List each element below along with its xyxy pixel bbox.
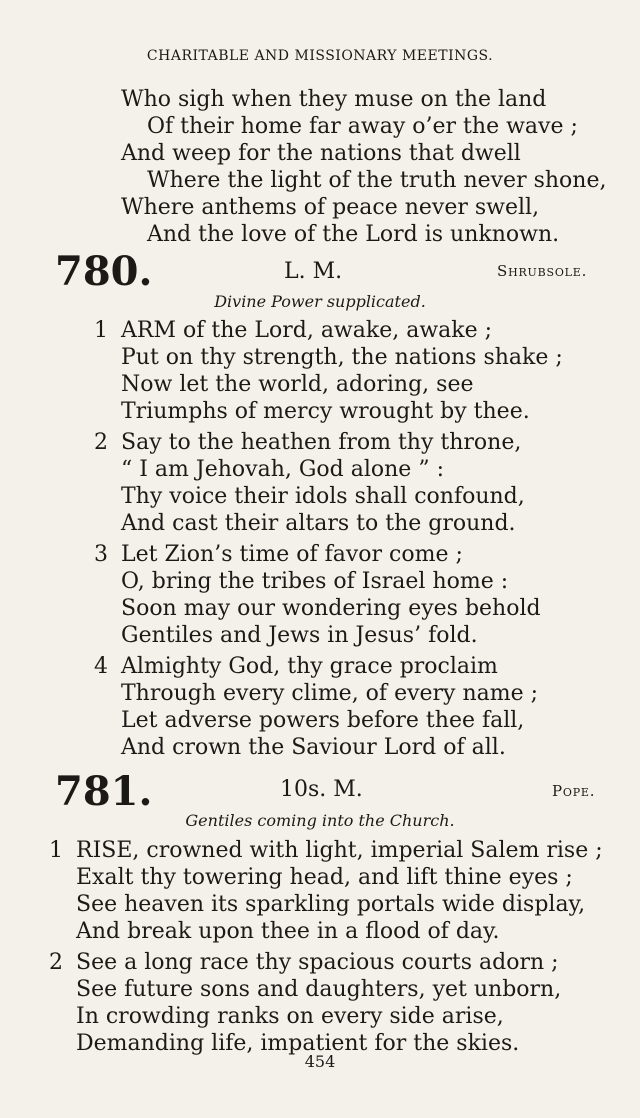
verse-line: “ I am Jehovah, God alone ” :: [121, 457, 444, 482]
running-header: CHARITABLE AND MISSIONARY MEETINGS.: [146, 48, 494, 64]
hymn-composer: Shrubsole.: [497, 262, 588, 280]
verse-line: Soon may our wondering eyes behold: [121, 596, 541, 621]
verse-line: Triumphs of mercy wrought by thee.: [121, 399, 530, 424]
verse-line: O, bring the tribes of Israel home :: [121, 569, 509, 594]
verse-line: Gentiles and Jews in Jesus’ fold.: [121, 623, 478, 648]
verse-line: Where anthems of peace never swell,: [121, 195, 540, 220]
stanza-number: 3: [94, 542, 108, 567]
verse-line: Demanding life, impatient for the skies.: [76, 1031, 520, 1056]
hymn-number: 781.: [55, 768, 153, 815]
verse-line: And weep for the nations that dwell: [121, 141, 521, 166]
stanza-number: 1: [49, 838, 63, 863]
verse-line: And break upon thee in a flood of day.: [76, 919, 500, 944]
verse-line: Almighty God, thy grace proclaim: [121, 654, 498, 679]
stanza-number: 2: [94, 430, 108, 455]
verse-line: And cast their altars to the ground.: [121, 511, 516, 536]
verse-line: Where the light of the truth never shone,: [147, 168, 607, 193]
verse-line: Of their home far away o’er the wave ;: [147, 114, 578, 139]
stanza-number: 1: [94, 318, 108, 343]
verse-line: And crown the Saviour Lord of all.: [121, 735, 506, 760]
verse-line: And the love of the Lord is unknown.: [147, 222, 560, 247]
verse-line: In crowding ranks on every side arise,: [76, 1004, 504, 1029]
hymn-subtitle: Divine Power supplicated.: [214, 292, 426, 311]
hymn-composer: Pope.: [552, 782, 596, 800]
verse-line: ARM of the Lord, awake, awake ;: [121, 318, 493, 343]
hymn-meter: 10s. M.: [280, 777, 363, 802]
verse-line: See heaven its sparkling portals wide display,: [76, 892, 586, 917]
verse-line: RISE, crowned with light, imperial Salem rise ;: [76, 838, 603, 863]
verse-line: See a long race thy spacious courts adorn ;: [76, 950, 559, 975]
verse-line: See future sons and daughters, yet unborn,: [76, 977, 562, 1002]
hymn-meter: L. M.: [284, 259, 343, 284]
verse-line: Now let the world, adoring, see: [121, 372, 474, 397]
stanza-number: 4: [94, 654, 108, 679]
verse-line: Put on thy strength, the nations shake ;: [121, 345, 563, 370]
stanza-number: 2: [49, 950, 63, 975]
verse-line: Let Zion’s time of favor come ;: [121, 542, 463, 567]
page-number: 454: [304, 1052, 336, 1071]
hymn-subtitle: Gentiles coming into the Church.: [185, 811, 455, 830]
verse-line: Through every clime, of every name ;: [121, 681, 539, 706]
verse-line: Let adverse powers before thee fall,: [121, 708, 525, 733]
verse-line: Thy voice their idols shall confound,: [121, 484, 525, 509]
verse-line: Who sigh when they muse on the land: [121, 87, 547, 112]
verse-line: Say to the heathen from thy throne,: [121, 430, 522, 455]
verse-line: Exalt thy towering head, and lift thine eyes ;: [76, 865, 573, 890]
hymn-number: 780.: [55, 248, 153, 295]
